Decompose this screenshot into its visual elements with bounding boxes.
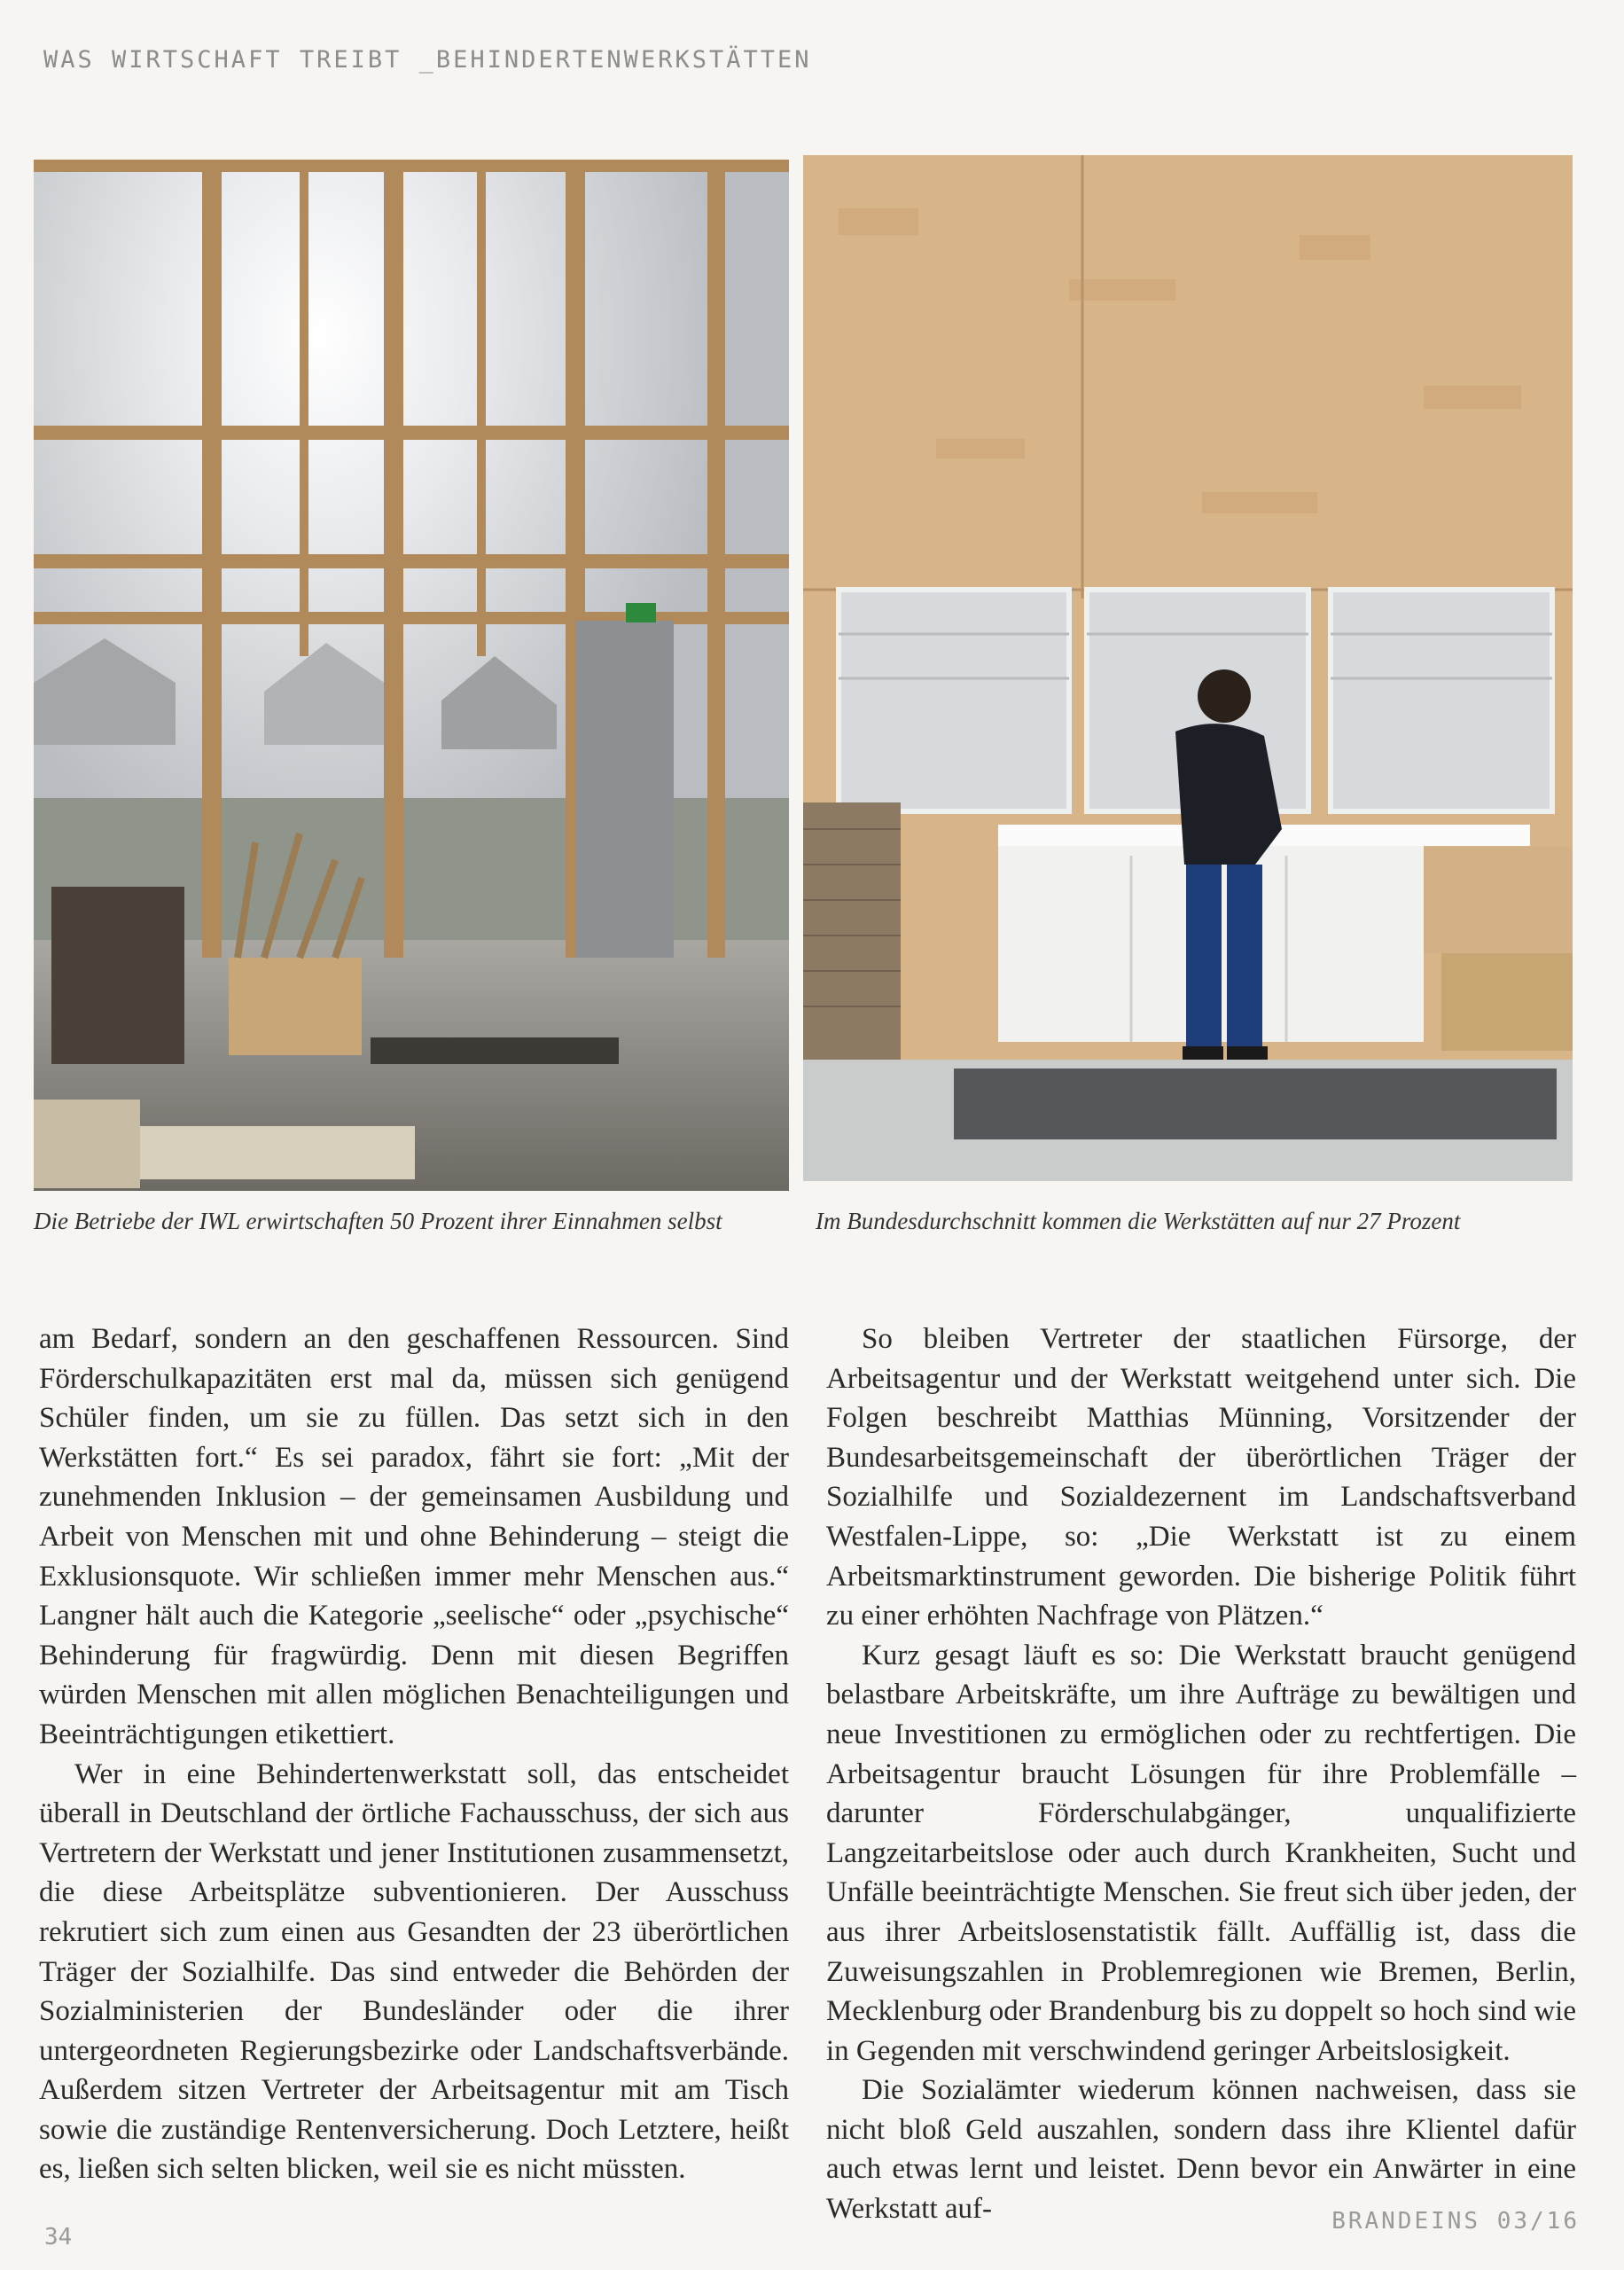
photo-workshop-windows <box>34 160 789 1191</box>
magazine-issue: BRANDEINS 03/16 <box>1331 2208 1580 2235</box>
page-number: 34 <box>44 2224 73 2250</box>
photo-caption-right: Im Bundesdurchschnitt kommen die Werkstätten auf nur 27 Prozent <box>816 1208 1461 1234</box>
paragraph: am Bedarf, sondern an den geschaffenen Ressourcen. Sind Förderschulkapazitäten erst mal da, müssen sich genügend Schüler finden, um sie zu füllen. Das setzt sich in den Werkstätten fort.“ Es sei paradox, fährt sie fort: „Mit der zunehmenden Inklusion – der gemeinsamen Ausbildung und Arbeit von Menschen mit und ohne Behinderung – steigt die Exklusionsquote. Wir schließen immer mehr Menschen aus.“ Langner hält auch die Kategorie „seelische“ oder „psychische“ Behinderung für fragwürdig. Denn mit diesen Begriffen würden Menschen mit allen möglichen Benachteiligungen und Beeinträchtigungen etikettiert. <box>39 1323 789 1750</box>
paragraph: Die Sozialämter wiederum können nachweisen, dass sie nicht bloß Geld auszahlen, sondern dass ihre Klientel dafür auch etwas lernt und leistet. Denn bevor ein Anwärter in eine Werkstatt auf- <box>826 2074 1576 2226</box>
section-header: WAS WIRTSCHAFT TREIBT _BEHINDERTENWERKSTÄTTEN <box>43 46 812 74</box>
photo-caption-left: Die Betriebe der IWL erwirtschaften 50 Prozent ihrer Einnahmen selbst <box>34 1208 722 1234</box>
article-column-left <box>39 1319 789 2189</box>
photo-worker-at-counter <box>803 155 1573 1181</box>
article-column-right <box>826 1319 1576 2229</box>
paragraph: Kurz gesagt läuft es so: Die Werkstatt braucht genügend belastbare Arbeitskräfte, um ihre Aufträge zu bewältigen und neue Investitionen zu ermöglichen oder zu rechtfertigen. Die Arbeitsagentur braucht Lösungen für ihre Problemfälle – darunter Förderschulabgänger, unqualifizierte Langzeitarbeitslose oder auch durch Krankheiten, Sucht und Unfälle beeinträchtigte Menschen. Sie freut sich über jeden, der aus ihrer Arbeitslosenstatistik fällt. Auffällig ist, dass die Zuweisungszahlen in Problemregionen wie Bremen, Berlin, Mecklenburg oder Brandenburg bis zu doppelt so hoch sind wie in Gegenden mit verschwindend geringer Arbeitslosigkeit. <box>826 1639 1576 2067</box>
paragraph: So bleiben Vertreter der staatlichen Fürsorge, der Arbeitsagentur und der Werkstatt weitgehend unter sich. Die Folgen beschreibt Matthias Münning, Vorsitzender der Bundesarbeitsgemeinschaft der überörtlichen Träger der Sozialhilfe und Sozialdezernent im Landschaftsverband Westfalen-Lippe, so: „Die Werkstatt ist zu einem Arbeitsmarktinstrument geworden. Die bisherige Politik führt zu einer erhöhten Nachfrage von Plätzen.“ <box>826 1323 1576 1632</box>
paragraph: Wer in eine Behindertenwerkstatt soll, das entscheidet überall in Deutschland der örtliche Fachausschuss, der sich aus Vertretern der Werkstatt und jener Institutionen zusammensetzt, die diese Arbeitsplätze subventionieren. Der Ausschuss rekrutiert sich zum einen aus Gesandten der 23 überörtlichen Träger der Sozialhilfe. Das sind entweder die Behörden der Sozialministerien der Bundesländer oder die ihrer untergeordneten Regierungsbezirke oder Landschaftsverbände. Außerdem sitzen Vertreter der Arbeitsagentur mit am Tisch sowie die zuständige Rentenversicherung. Doch Letztere, heißt es, ließen sich selten blicken, weil sie es nicht müssten. <box>39 1757 789 2186</box>
